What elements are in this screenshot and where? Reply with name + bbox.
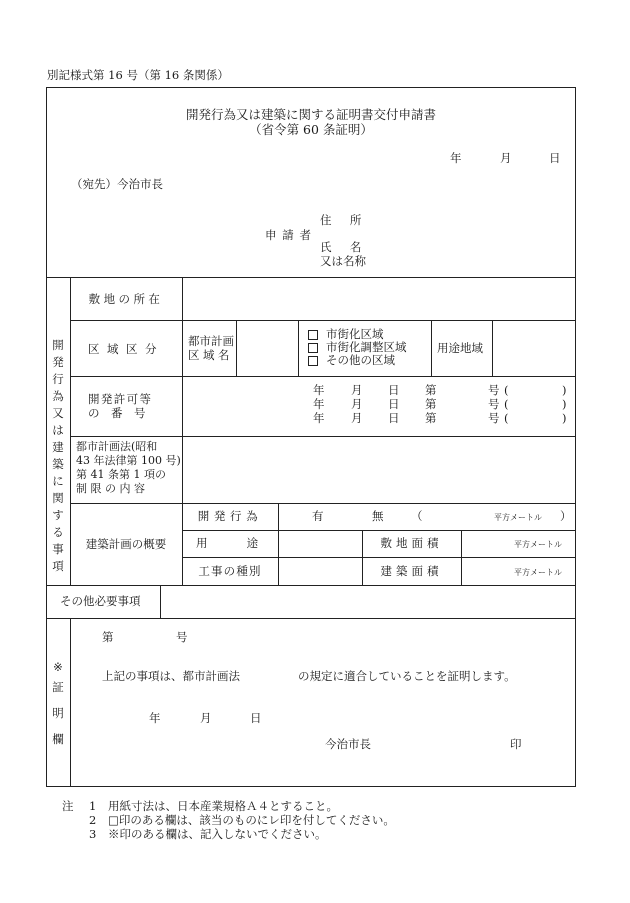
addressee: （宛先）今治市長: [71, 177, 163, 191]
cert-side-label-2: 明: [52, 706, 64, 720]
site-location-field[interactable]: [183, 278, 575, 320]
zone-option-other[interactable]: その他の区域: [308, 354, 407, 367]
note-1-text: 用紙寸法は、日本産業規格Ａ４とすること。: [108, 799, 338, 813]
checkbox-icon[interactable]: [308, 330, 318, 340]
law41-line-3: 第 41 条第 1 項の: [76, 468, 166, 481]
date-year[interactable]: 年: [450, 151, 462, 165]
city-plan-area-label-1: 都市計画: [188, 334, 234, 348]
cert-go: 号: [176, 630, 188, 644]
cert-mayor: 今治市長: [325, 737, 371, 751]
dev-open-paren: （: [411, 509, 423, 523]
cert-seal: 印: [510, 737, 522, 751]
section-side-label: 開発行為又は建築に関する事項: [52, 338, 64, 573]
permit-label-1: 開発許可等: [88, 392, 153, 406]
law41-line-2: 43 年法律第 100 号): [76, 454, 181, 467]
city-plan-area-field[interactable]: [237, 321, 297, 375]
law41-line-4: 制 限 の 内 容: [76, 482, 145, 495]
other-items-field[interactable]: [161, 586, 575, 617]
cert-day: 日: [250, 711, 262, 725]
form-number: 別記様式第 16 号（第 16 条関係）: [47, 68, 229, 82]
site-location-label: 敷地の所在: [88, 292, 164, 306]
note-3-num: 3: [89, 827, 97, 841]
cert-dai: 第: [102, 630, 114, 644]
checkbox-icon[interactable]: [308, 343, 318, 353]
zone-option-controlled[interactable]: 市街化調整区域: [308, 341, 407, 354]
site-area-unit[interactable]: 平方メートル: [514, 540, 562, 549]
dev-sqm-unit: 平方メートル: [494, 513, 542, 522]
address-label: 住 所: [320, 213, 365, 227]
city-plan-area-label-2: 区域名: [188, 348, 233, 362]
name-alt-label: 又は名称: [320, 254, 366, 268]
dev-close-paren: ）: [560, 509, 572, 523]
date-month[interactable]: 月: [500, 151, 512, 165]
cert-side-label-1: 証: [52, 680, 64, 694]
dev-yes-option[interactable]: 有: [312, 509, 324, 523]
zone-options: [308, 328, 407, 367]
form-subtitle: （省令第 60 条証明）: [249, 122, 373, 137]
work-type-label: 工事の種別: [198, 564, 262, 578]
cert-mark: ※: [53, 660, 63, 674]
dev-no-option[interactable]: 無: [372, 509, 384, 523]
use-district-field[interactable]: [493, 321, 575, 375]
form-title: 開発行為又は建築に関する証明書交付申請書: [185, 107, 436, 122]
cert-text-after: の規定に適合していることを証明します。: [298, 669, 516, 683]
dev-act-label: 開発行為: [197, 509, 263, 523]
note-3-text: ※印のある欄は、記入しないでください。: [108, 827, 327, 841]
note-2-text: □印のある欄は、該当のものにレ印を付してください。: [108, 813, 395, 827]
notes-label: 注: [62, 799, 74, 813]
law41-line-1: 都市計画法(昭和: [76, 440, 158, 453]
note-2-num: 2: [89, 813, 97, 827]
permit-label-2: の 番 号: [88, 406, 146, 420]
building-area-unit[interactable]: 平方メートル: [514, 568, 562, 577]
use-label: 用 途: [196, 536, 272, 550]
use-field[interactable]: [279, 531, 361, 556]
other-items-label: その他必要事項: [60, 594, 141, 608]
zone-division-label: 区域区分: [88, 342, 164, 356]
name-label: 氏 名: [320, 240, 365, 254]
work-type-field[interactable]: [279, 558, 361, 584]
use-district-label: 用途地域: [437, 341, 483, 355]
note-1-num: 1: [89, 799, 97, 813]
cert-text-before: 上記の事項は、都市計画法: [102, 669, 240, 683]
cert-month: 月: [200, 711, 212, 725]
law41-field[interactable]: [183, 437, 575, 502]
cert-year: 年: [149, 711, 161, 725]
zone-option-urbanization[interactable]: 市街化区域: [308, 328, 407, 341]
site-area-label: 敷地面積: [380, 536, 443, 550]
date-day[interactable]: 日: [549, 151, 561, 165]
applicant-label: 申請者: [265, 228, 317, 242]
cert-side-label-3: 欄: [52, 732, 64, 746]
checkbox-icon[interactable]: [308, 356, 318, 366]
building-area-label: 建築面積: [380, 564, 443, 578]
building-plan-label: 建築計画の概要: [85, 537, 167, 551]
